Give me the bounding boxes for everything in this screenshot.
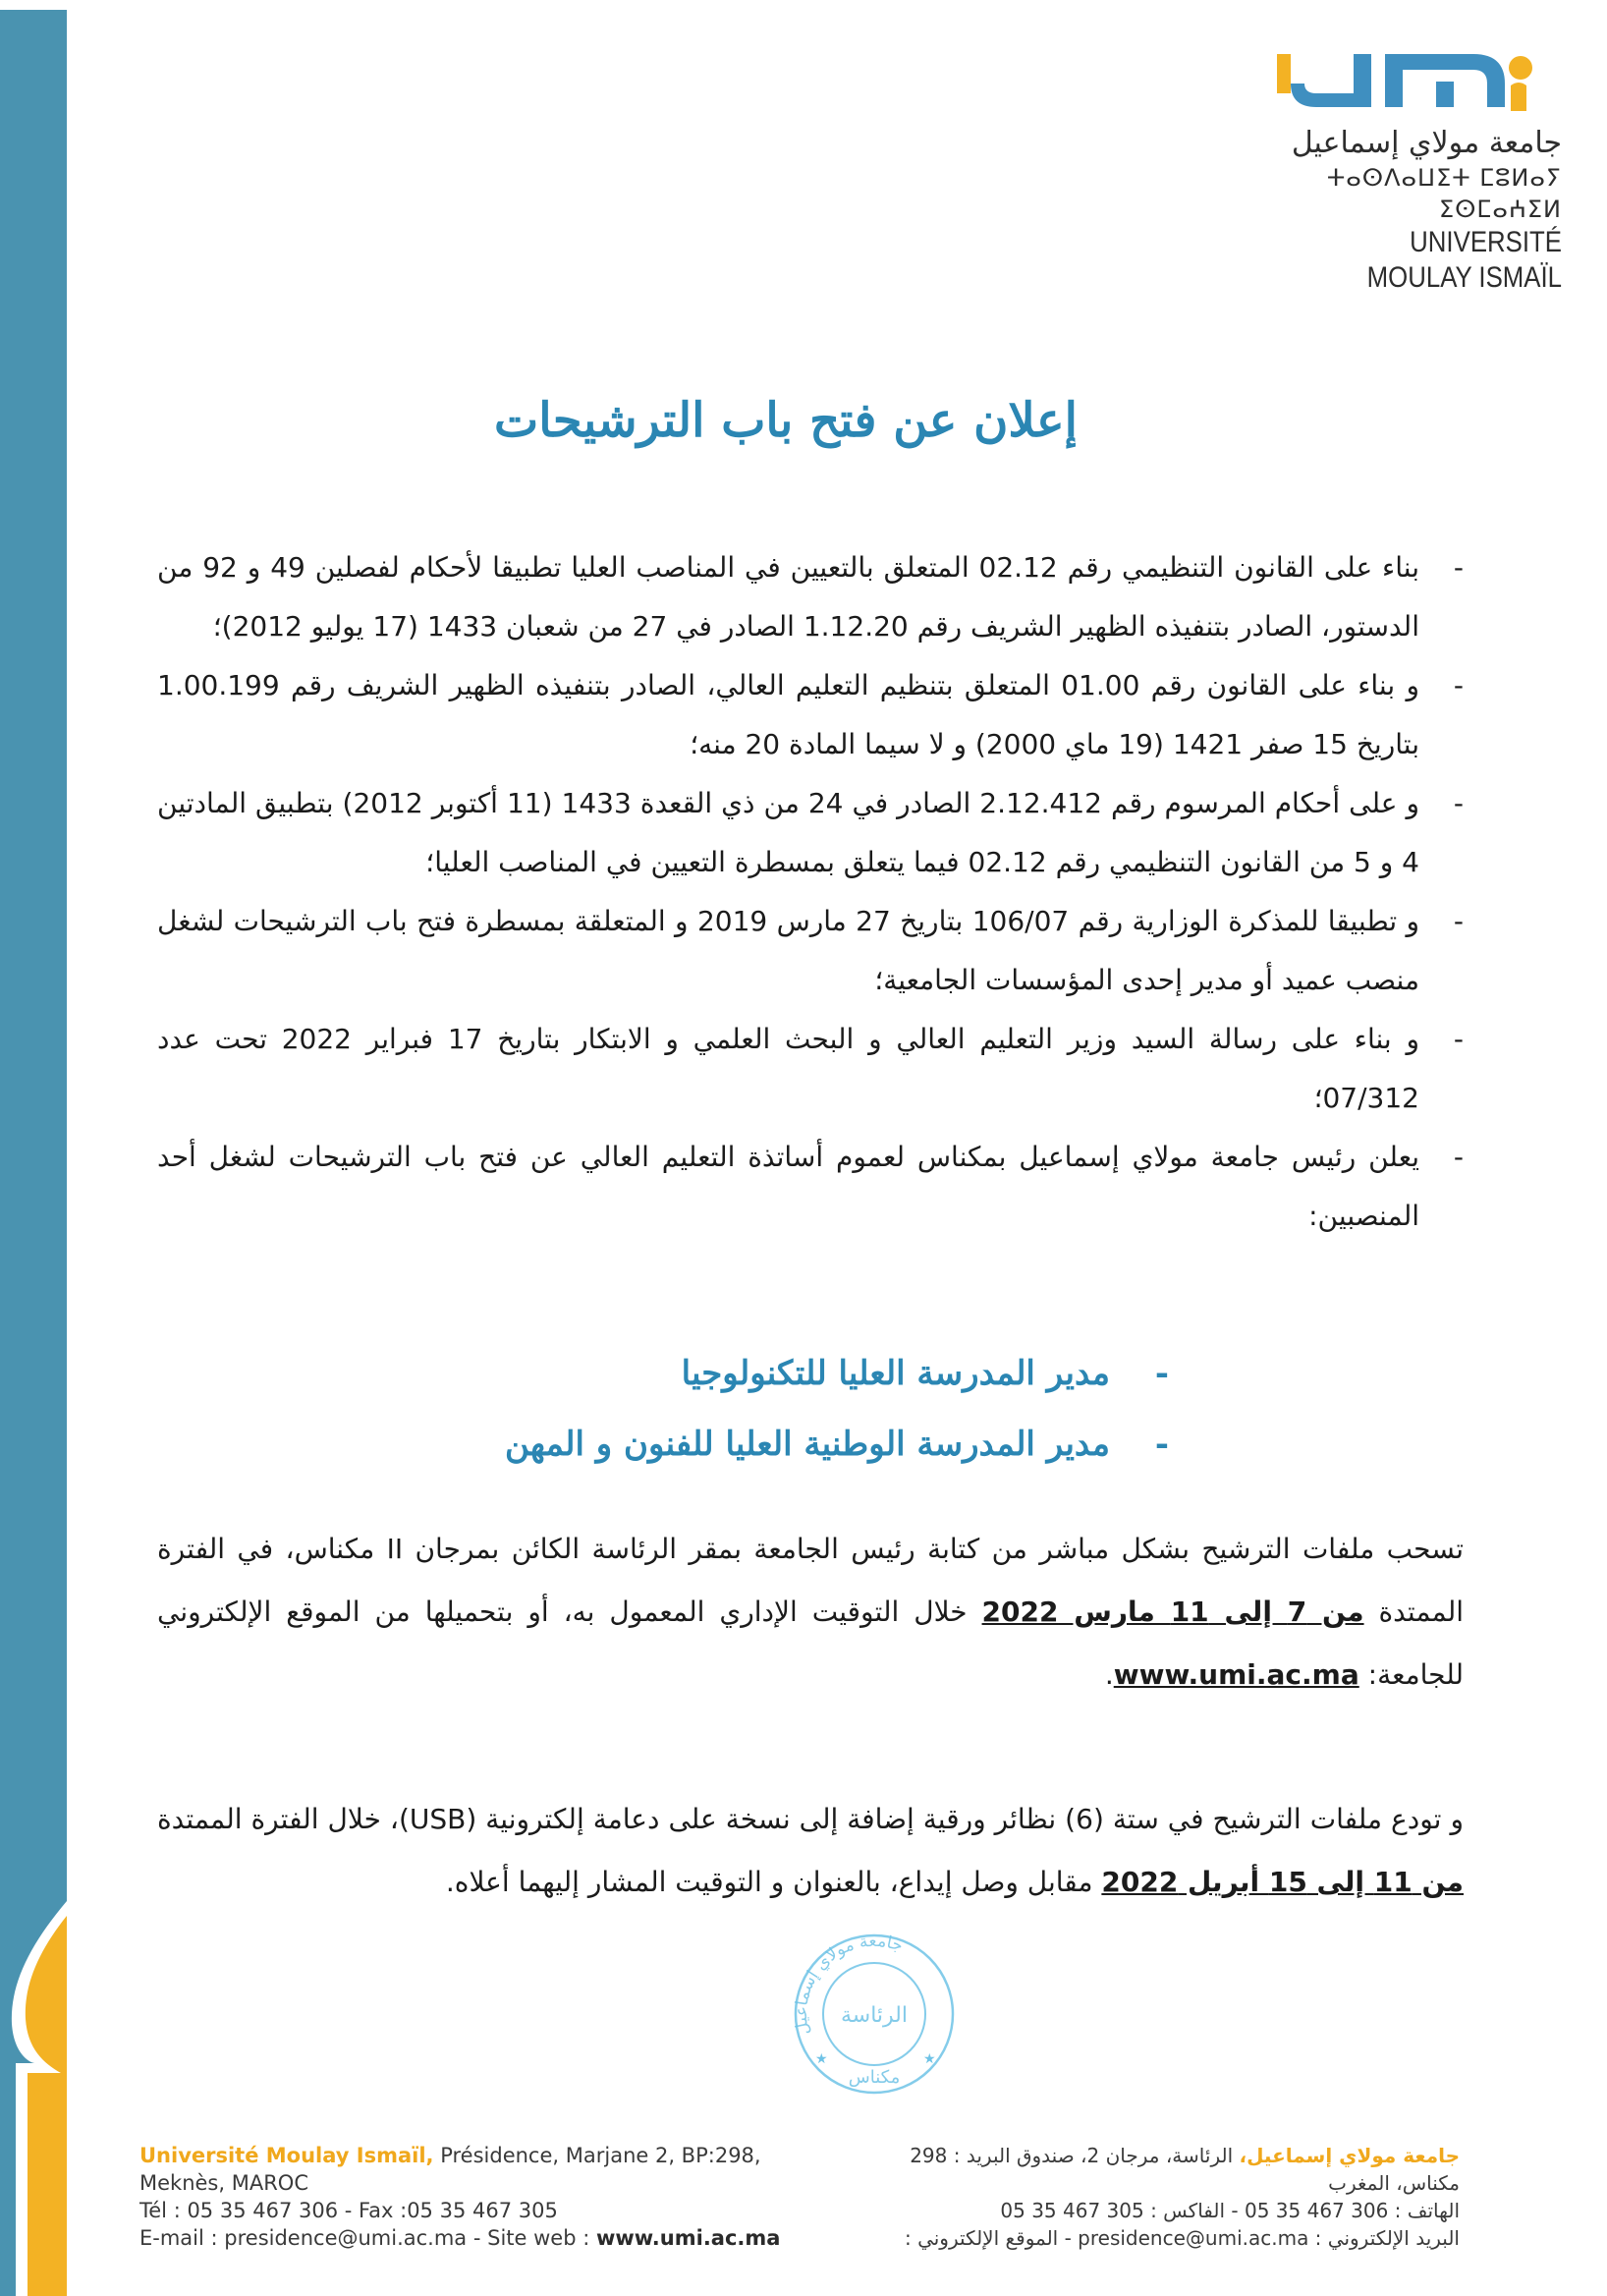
footer-ar-email-label: البريد الإلكتروني : bbox=[1308, 2226, 1460, 2250]
footer-ar-fax: 05 35 467 305 bbox=[1000, 2199, 1144, 2222]
footer-ar-fax-label: - الفاكس : bbox=[1143, 2199, 1245, 2222]
paragraph-text: خلال التوقيت الإداري المعمول به، أو بتحميلها من الموقع الإلكتروني للجامعة: bbox=[157, 1596, 1464, 1691]
list-item bbox=[157, 1128, 1464, 1246]
submission-paragraph bbox=[157, 1788, 1464, 1914]
footer-ar-phone-label: الهاتف : bbox=[1388, 2199, 1460, 2222]
position-dash: - bbox=[1154, 1425, 1169, 1464]
page-title: إعلان عن فتح باب الترشيحات bbox=[494, 393, 1078, 448]
stamp-star-icon: ★ bbox=[815, 2051, 828, 2067]
list-item bbox=[157, 774, 1464, 892]
paragraph-text: تسحب ملفات الترشيح بشكل مباشر من كتابة رئيس الجامعة بمقر الرئاسة الكائن بمرجان II مكناس، في الفترة الممتدة bbox=[157, 1533, 1465, 1628]
bullet-dash: - bbox=[1453, 1023, 1464, 1055]
submission-period: من 11 إلى 15 أبريل 2022 bbox=[1101, 1866, 1464, 1898]
list-item-text: يعلن رئيس جامعة مولاي إسماعيل بمكناس لعموم أساتذة التعليم العالي عن فتح باب الترشيحات لشغل أحد المنصبين: bbox=[157, 1141, 1419, 1232]
footer-fr-line4 bbox=[139, 2224, 886, 2252]
stamp-outer-text: جامعة مولاي إسماعيل bbox=[791, 1931, 906, 2038]
stamp-star-icon: ★ bbox=[923, 2051, 936, 2067]
footer-ar-address: الرئاسة، مرجان 2، صندوق البريد : 298 bbox=[910, 2144, 1240, 2167]
positions-list bbox=[393, 1338, 1169, 1480]
website-link[interactable]: www.umi.ac.ma bbox=[1113, 1658, 1359, 1691]
footer-french bbox=[139, 2142, 886, 2252]
list-item-text: و بناء على القانون رقم 01.00 المتعلق بتنظيم التعليم العالي، الصادر بتنفيذه الظهير الشريف رقم 1.00.199 بتاريخ 15 صفر 1421 (19 ماي 2000) و لا سيما المادة 20 منه؛ bbox=[157, 669, 1419, 760]
logo-name-tifinagh: ⵜⴰⵙⴷⴰⵡⵉⵜ ⵎⵓⵍⴰⵢ ⵉⵙⵎⴰⵄⵉⵍ bbox=[1326, 164, 1562, 223]
footer-ar-line1 bbox=[890, 2142, 1460, 2169]
presidency-stamp bbox=[776, 1926, 972, 2102]
list-item-text: و على أحكام المرسوم رقم 2.12.412 الصادر في 24 من ذي القعدة 1433 (11 أكتوبر 2012) بتطبيق المادتين 4 و 5 من القانون التنظيمي رقم 02.12 فيما يتعلق بمسطرة التعيين في المناصب العليا؛ bbox=[157, 787, 1419, 878]
list-item-text: و بناء على رسالة السيد وزير التعليم العالي و البحث العلمي و الابتكار بتاريخ 17 فبراير 2022 تحت عدد 07/312؛ bbox=[157, 1023, 1419, 1114]
withdrawal-paragraph bbox=[157, 1518, 1464, 1707]
position-dash: - bbox=[1154, 1354, 1169, 1393]
position-title: مدير المدرسة العليا للتكنولوجيا bbox=[681, 1354, 1110, 1393]
bullet-dash: - bbox=[1453, 669, 1464, 701]
footer-fr-city: Meknès, MAROC bbox=[139, 2171, 308, 2195]
bullet-dash: - bbox=[1453, 787, 1464, 819]
position-item bbox=[393, 1338, 1169, 1409]
paragraph-text: و تودع ملفات الترشيح في ستة (6) نظائر ورقية إضافة إلى نسخة على دعامة إلكترونية (USB)، خلال الفترة الممتدة bbox=[157, 1803, 1464, 1835]
footer-ar-phone: 05 35 467 306 bbox=[1244, 2199, 1389, 2222]
decorative-side-band bbox=[0, 0, 69, 2296]
umi-logo-mark bbox=[1277, 54, 1532, 113]
list-item-text: و تطبيقا للمذكرة الوزارية رقم 106/07 بتاريخ 27 مارس 2019 و المتعلقة بمسطرة فتح باب الترشيحات لشغل منصب عميد أو مدير إحدى المؤسسات الجامعية؛ bbox=[157, 905, 1420, 996]
list-item bbox=[157, 892, 1464, 1010]
footer-ar-contact bbox=[890, 2224, 1460, 2252]
list-item bbox=[157, 656, 1464, 774]
considerations-list bbox=[157, 538, 1464, 1246]
list-item bbox=[157, 1010, 1464, 1128]
footer-ar-email[interactable]: presidence@umi.ac.ma bbox=[1078, 2226, 1309, 2250]
stamp-bottom-text: مكناس bbox=[848, 2067, 901, 2088]
university-logo bbox=[1277, 54, 1572, 296]
withdrawal-period: من 7 إلى 11 مارس 2022 bbox=[981, 1596, 1364, 1628]
bullet-dash: - bbox=[1453, 551, 1464, 584]
footer-ar-phones bbox=[890, 2197, 1460, 2224]
position-item bbox=[393, 1409, 1169, 1480]
footer-arabic bbox=[890, 2142, 1460, 2252]
footer-ar-web-label: - الموقع الإلكتروني : bbox=[904, 2226, 1079, 2250]
footer-fr-email: E-mail : presidence@umi.ac.ma - Site web : bbox=[139, 2226, 596, 2250]
footer-fr-line1 bbox=[139, 2142, 886, 2169]
footer-ar-city: مكناس، المغرب bbox=[1328, 2171, 1460, 2195]
position-title: مدير المدرسة الوطنية العليا للفنون و المهن bbox=[504, 1425, 1110, 1464]
list-item bbox=[157, 538, 1464, 656]
stamp-center-text: الرئاسة bbox=[840, 2003, 909, 2028]
bullet-dash: - bbox=[1453, 905, 1464, 937]
logo-name-arabic: جامعة مولاي إسماعيل bbox=[1291, 126, 1562, 160]
logo-name-french: UNIVERSITÉ MOULAY ISMAÏL bbox=[1366, 226, 1562, 294]
footer-fr-address: Présidence, Marjane 2, BP:298, bbox=[433, 2144, 761, 2167]
paragraph-end: . bbox=[1104, 1658, 1114, 1691]
footer-ar-brand: جامعة مولاي إسماعيل، bbox=[1239, 2144, 1460, 2167]
bullet-dash: - bbox=[1453, 1141, 1464, 1173]
footer-fr-phone: Tél : 05 35 467 306 - Fax :05 35 467 305 bbox=[139, 2199, 558, 2222]
footer-fr-brand: Université Moulay Ismaïl, bbox=[139, 2144, 434, 2167]
paragraph-text: مقابل وصل إيداع، بالعنوان و التوقيت المشار إليهما أعلاه. bbox=[445, 1866, 1102, 1898]
footer-website-link[interactable]: www.umi.ac.ma bbox=[595, 2226, 781, 2250]
list-item-text: بناء على القانون التنظيمي رقم 02.12 المتعلق بالتعيين في المناصب العليا تطبيقا لأحكام لفصلين 49 و 92 من الدستور، الصادر بتنفيذه الظهير الشريف رقم 1.12.20 الصادر في 27 من شعبان 1433 (17 يوليو 2012)؛ bbox=[157, 551, 1419, 643]
